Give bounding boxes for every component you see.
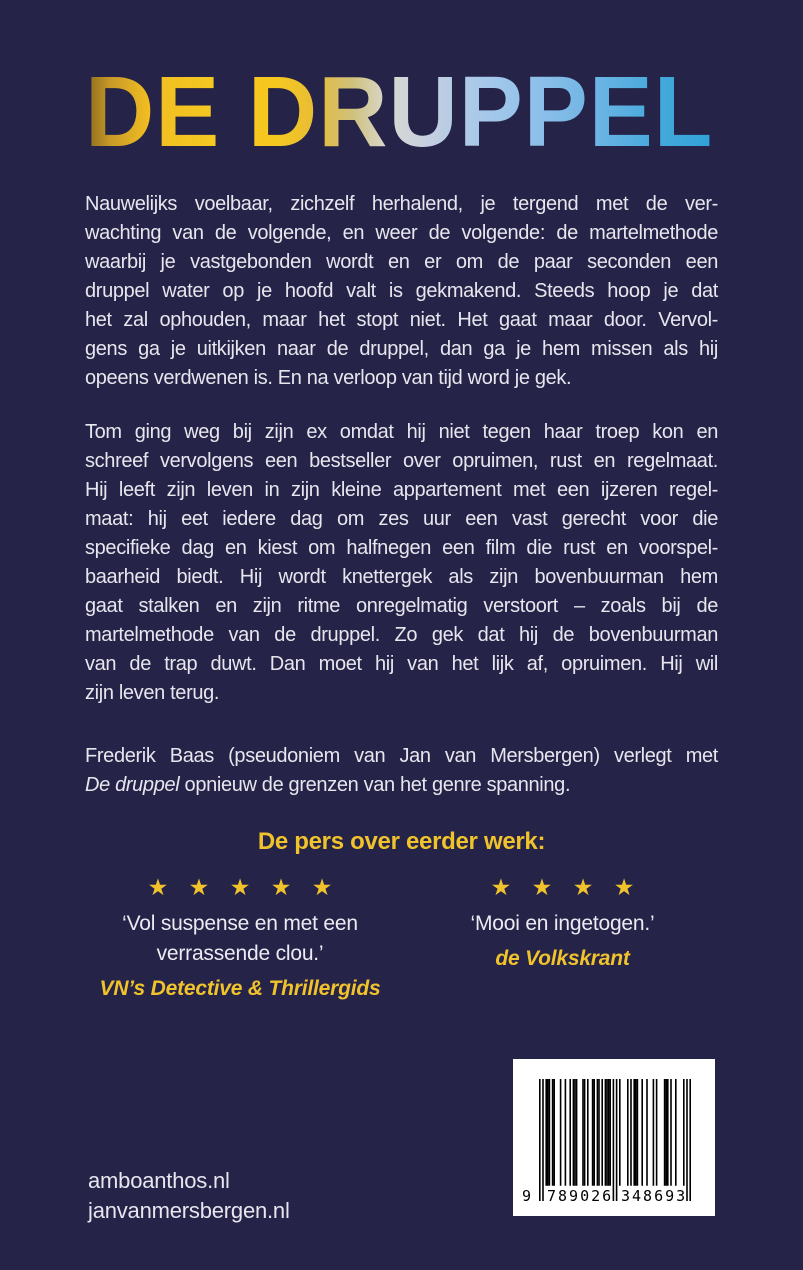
review-quote-block-1 [85, 874, 395, 1003]
review-source: de Volkskrant [495, 947, 630, 970]
text-line: zijn leven terug. [85, 682, 220, 704]
publisher-website: amboanthos.nl [88, 1168, 230, 1193]
isbn-barcode [513, 1059, 715, 1216]
author-paragraph-line2-rest: opnieuw de grenzen van het genre spanning. [179, 774, 571, 796]
text-line: maat: hij eet iedere dag om zes uur een vast gerecht voor die [85, 508, 718, 530]
text-line: wachting van de volgende, en weer de volgende: de martelmethode [85, 222, 718, 244]
review-source: VN’s Detective & Thrillergids [99, 977, 381, 1000]
author-paragraph [85, 742, 718, 800]
text-line: baarheid biedt. Hij wordt knettergek als zijn bovenbuurman hem [85, 566, 718, 588]
barcode-bars-icon [539, 1079, 691, 1201]
review-quote-block-2 [420, 874, 705, 973]
book-title: DE DRUPPEL [85, 60, 719, 170]
review-quote-text: ‘Mooi en ingetogen.’ [470, 912, 655, 935]
text-line: specifieke dag en kiest om halfnegen een film die rust en voorspel- [85, 537, 718, 559]
review-quote-text: ‘Vol suspense en met een verrassende clou.’ [122, 912, 358, 965]
text-line: martelmethode van de druppel. Zo gek dat hij de bovenbuurman [85, 624, 718, 646]
text-line: Nauwelijks voelbaar, zichzelf herhalend, je tergend met de ver- [85, 193, 718, 215]
book-title-inline-italic: De druppel [85, 774, 180, 796]
blurb-paragraph-2 [85, 418, 718, 708]
isbn-digit-lead: 9 [522, 1187, 532, 1205]
isbn-number [513, 1186, 715, 1206]
isbn-digits-right: 348693 [621, 1187, 688, 1205]
four-star-rating-icons: ★ ★ ★ ★ [490, 874, 642, 900]
author-website: janvanmersbergen.nl [88, 1198, 290, 1223]
text-line: gens ga je uitkijken naar de druppel, dan ga je hem missen als hij [85, 338, 718, 360]
author-paragraph-line2 [85, 771, 718, 800]
text-line: druppel water op je hoofd valt is gekmakend. Steeds hoop je dat [85, 280, 718, 302]
text-line: het zal ophouden, maar het stopt niet. Het gaat maar door. Vervol- [85, 309, 718, 331]
five-star-rating-icons: ★ ★ ★ ★ ★ [147, 874, 340, 900]
blurb-paragraph-1 [85, 190, 718, 393]
text-line: van de trap duwt. Dan moet hij van het lijk af, opruimen. Hij wil [85, 653, 718, 675]
press-section-heading: De pers over eerder werk: [257, 828, 546, 855]
isbn-digits-left: 789026 [547, 1187, 614, 1205]
text-line: waarbij je vastgebonden wordt en er om de paar seconden een [85, 251, 718, 273]
text-line: Tom ging weg bij zijn ex omdat hij niet tegen haar troep kon en [85, 421, 718, 443]
author-paragraph-line1: Frederik Baas (pseudoniem van Jan van Mersbergen) verlegt met [85, 745, 718, 767]
text-line: opeens verdwenen is. En na verloop van tijd word je gek. [85, 367, 572, 389]
text-line: schreef vervolgens een bestseller over opruimen, rust en regelmaat. [85, 450, 718, 472]
text-line: Hij leeft zijn leven in zijn kleine appartement met een ijzeren regel- [85, 479, 718, 501]
website-links [88, 1166, 290, 1226]
text-line: gaat stalken en zijn ritme onregelmatig verstoort – zoals bij de [85, 595, 718, 617]
